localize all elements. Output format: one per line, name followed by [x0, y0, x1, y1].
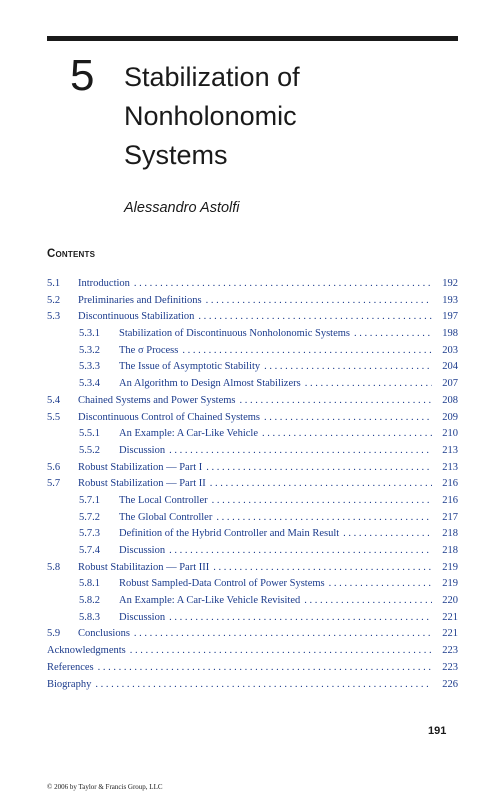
toc-entry-page[interactable]: 216 — [442, 478, 458, 490]
chapter-number: 5 — [70, 51, 95, 100]
toc-entry[interactable] — [47, 476, 458, 493]
toc-entry-label[interactable]: Robust Stabilitazion — Part III — [78, 561, 210, 573]
toc-entry[interactable] — [47, 626, 458, 643]
toc-entry-number: 5.5.2 — [79, 444, 100, 456]
toc-entry-number: 5.5 — [47, 411, 61, 423]
toc-entry-page[interactable]: 193 — [442, 294, 458, 306]
toc-entry[interactable] — [47, 660, 458, 677]
toc-entry[interactable] — [47, 526, 458, 543]
dot-leader — [240, 393, 433, 410]
chapter-title-line: Nonholonomic — [124, 101, 297, 131]
dot-leader — [216, 510, 432, 527]
toc-entry-number: 5.7.3 — [79, 528, 100, 540]
toc-entry-number: 5.1 — [47, 278, 61, 289]
toc-entry-page[interactable]: 198 — [442, 328, 458, 340]
toc-entry-label[interactable]: References — [47, 661, 94, 673]
toc-entry-page[interactable]: 192 — [442, 278, 458, 289]
toc-entry-page[interactable]: 208 — [442, 394, 458, 406]
toc-entry-label[interactable]: Preliminaries and Definitions — [78, 294, 202, 306]
toc-entry-page[interactable]: 207 — [442, 378, 458, 390]
toc-entry-label[interactable]: The σ Process — [119, 344, 179, 356]
toc-entry-page[interactable]: 210 — [442, 428, 458, 440]
toc-entry-label[interactable]: Robust Stabilization — Part I — [78, 461, 203, 473]
dot-leader — [134, 276, 432, 293]
toc-entry-page[interactable]: 223 — [442, 661, 458, 673]
toc-entry[interactable] — [47, 276, 458, 293]
toc-entry[interactable] — [47, 393, 458, 410]
toc-entry-label[interactable]: Acknowledgments — [47, 645, 126, 657]
toc-entry-label[interactable]: Stabilization of Discontinuous Nonholonomic Systems — [119, 328, 350, 340]
toc-entry-page[interactable]: 219 — [442, 578, 458, 590]
dot-leader — [264, 410, 432, 427]
toc-entry-label[interactable]: Discussion — [119, 545, 166, 556]
toc-entry-number: 5.7.2 — [79, 511, 100, 523]
toc-entry-label[interactable]: An Example: A Car-Like Vehicle — [119, 428, 258, 440]
dot-leader — [206, 460, 432, 477]
toc-entry-number: 5.7.1 — [79, 494, 100, 506]
toc-entry[interactable] — [47, 493, 458, 510]
toc-entry-label[interactable]: Chained Systems and Power Systems — [78, 394, 236, 406]
toc-entry[interactable] — [47, 309, 458, 326]
toc-entry-number: 5.4 — [47, 394, 61, 406]
dot-leader — [169, 543, 432, 560]
toc-entry-page[interactable]: 221 — [442, 628, 458, 640]
toc-entry[interactable] — [47, 593, 458, 610]
toc-entry-number: 5.7.4 — [79, 545, 100, 556]
dot-leader — [169, 610, 432, 627]
toc-entry-number: 5.3.2 — [79, 344, 100, 356]
toc-entry[interactable] — [47, 293, 458, 310]
toc-entry-page[interactable]: 209 — [442, 411, 458, 423]
toc-entry-number: 5.8 — [47, 561, 61, 573]
toc-entry-page[interactable]: 219 — [442, 561, 458, 573]
toc-entry-label[interactable]: Definition of the Hybrid Controller and Main Result — [119, 528, 340, 540]
dot-leader — [198, 309, 432, 326]
toc-entry-label[interactable]: The Global Controller — [119, 511, 213, 523]
toc-entry[interactable] — [47, 426, 458, 443]
toc-entry[interactable] — [47, 343, 458, 360]
page-number: 191 — [428, 725, 447, 737]
dot-leader — [134, 626, 432, 643]
toc-entry[interactable] — [47, 326, 458, 343]
toc-entry-page[interactable]: 213 — [442, 444, 458, 456]
toc-entry-page[interactable]: 213 — [442, 461, 458, 473]
dot-leader — [182, 343, 432, 360]
toc-entry-label[interactable]: The Issue of Asymptotic Stability — [119, 361, 261, 373]
toc-entry-page[interactable]: 217 — [442, 511, 458, 523]
toc-entry[interactable] — [47, 643, 458, 660]
toc-entry[interactable] — [47, 443, 458, 460]
toc-entry-page[interactable]: 216 — [442, 494, 458, 506]
toc-entry-page[interactable]: 218 — [442, 545, 458, 556]
toc-entry-number: 5.7 — [47, 478, 61, 490]
toc-entry-number: 5.3.3 — [79, 361, 100, 373]
toc-entry-number: 5.6 — [47, 461, 61, 473]
toc-entry-page[interactable]: 221 — [442, 611, 458, 623]
toc-entry-number: 5.3 — [47, 311, 61, 323]
toc-entry-label[interactable]: Introduction — [78, 278, 130, 289]
toc-entry-number: 5.8.3 — [79, 611, 100, 623]
dot-leader — [212, 493, 432, 510]
toc-entry[interactable] — [47, 677, 458, 694]
dot-leader — [329, 576, 432, 593]
toc-entry-label[interactable]: The Local Controller — [119, 494, 208, 506]
toc-entry-label[interactable]: Discussion — [119, 444, 166, 456]
toc-entry-label[interactable]: Robust Sampled-Data Control of Power Systems — [119, 578, 325, 590]
toc-entry-label[interactable]: Discontinuous Control of Chained Systems — [78, 411, 260, 423]
contents-heading: Contents — [47, 248, 96, 260]
toc-entry[interactable] — [47, 410, 458, 427]
dot-leader — [262, 426, 432, 443]
toc-entry[interactable] — [47, 543, 458, 560]
toc-entry-label[interactable]: Discontinuous Stabilization — [78, 311, 195, 323]
dot-leader — [95, 677, 432, 694]
chapter-title-line: Stabilization of — [124, 62, 300, 92]
toc-entry[interactable] — [47, 610, 458, 627]
table-of-contents — [47, 276, 458, 693]
copyright-notice: © 2006 by Taylor & Francis Group, LLC — [47, 783, 163, 791]
dot-leader — [169, 443, 432, 460]
toc-entry-label[interactable]: An Example: A Car-Like Vehicle Revisited — [119, 595, 301, 607]
toc-entry-number: 5.5.1 — [79, 428, 100, 440]
dot-leader — [354, 326, 432, 343]
dot-leader — [304, 593, 432, 610]
toc-entry-page[interactable]: 220 — [442, 595, 458, 607]
toc-entry-page[interactable]: 203 — [442, 344, 458, 356]
toc-entry-number: 5.3.4 — [79, 378, 100, 390]
toc-entry-label[interactable]: Conclusions — [78, 628, 130, 640]
dot-leader — [206, 293, 432, 310]
toc-entry-number: 5.2 — [47, 294, 61, 306]
chapter-author: Alessandro Astolfi — [124, 200, 240, 216]
toc-entry-page[interactable]: 218 — [442, 528, 458, 540]
toc-entry[interactable] — [47, 560, 458, 577]
toc-entry-number: 5.8.2 — [79, 595, 100, 607]
dot-leader — [343, 526, 432, 543]
toc-entry-label[interactable]: Discussion — [119, 611, 166, 623]
toc-entry-label[interactable]: An Algorithm to Design Almost Stabilizers — [119, 378, 301, 390]
dot-leader — [210, 476, 432, 493]
toc-entry-label[interactable]: Robust Stabilization — Part II — [78, 478, 206, 490]
dot-leader — [264, 359, 432, 376]
toc-entry[interactable] — [47, 510, 458, 527]
toc-entry-number: 5.8.1 — [79, 578, 100, 590]
toc-entry[interactable] — [47, 576, 458, 593]
chapter-title-line: Systems — [124, 140, 228, 170]
chapter-top-rule — [47, 36, 458, 41]
toc-entry-page[interactable]: 204 — [442, 361, 458, 373]
toc-entry-page[interactable]: 197 — [442, 311, 458, 323]
dot-leader — [98, 660, 432, 677]
chapter-title — [124, 58, 300, 175]
toc-entry[interactable] — [47, 460, 458, 477]
toc-entry[interactable] — [47, 359, 458, 376]
dot-leader — [305, 376, 432, 393]
toc-entry[interactable] — [47, 376, 458, 393]
toc-entry-page[interactable]: 226 — [442, 678, 458, 690]
dot-leader — [213, 560, 432, 577]
dot-leader — [130, 643, 432, 660]
toc-entry-number: 5.3.1 — [79, 328, 100, 340]
toc-entry-number: 5.9 — [47, 628, 61, 640]
toc-entry-page[interactable]: 223 — [442, 645, 458, 657]
toc-entry-label[interactable]: Biography — [47, 678, 92, 690]
